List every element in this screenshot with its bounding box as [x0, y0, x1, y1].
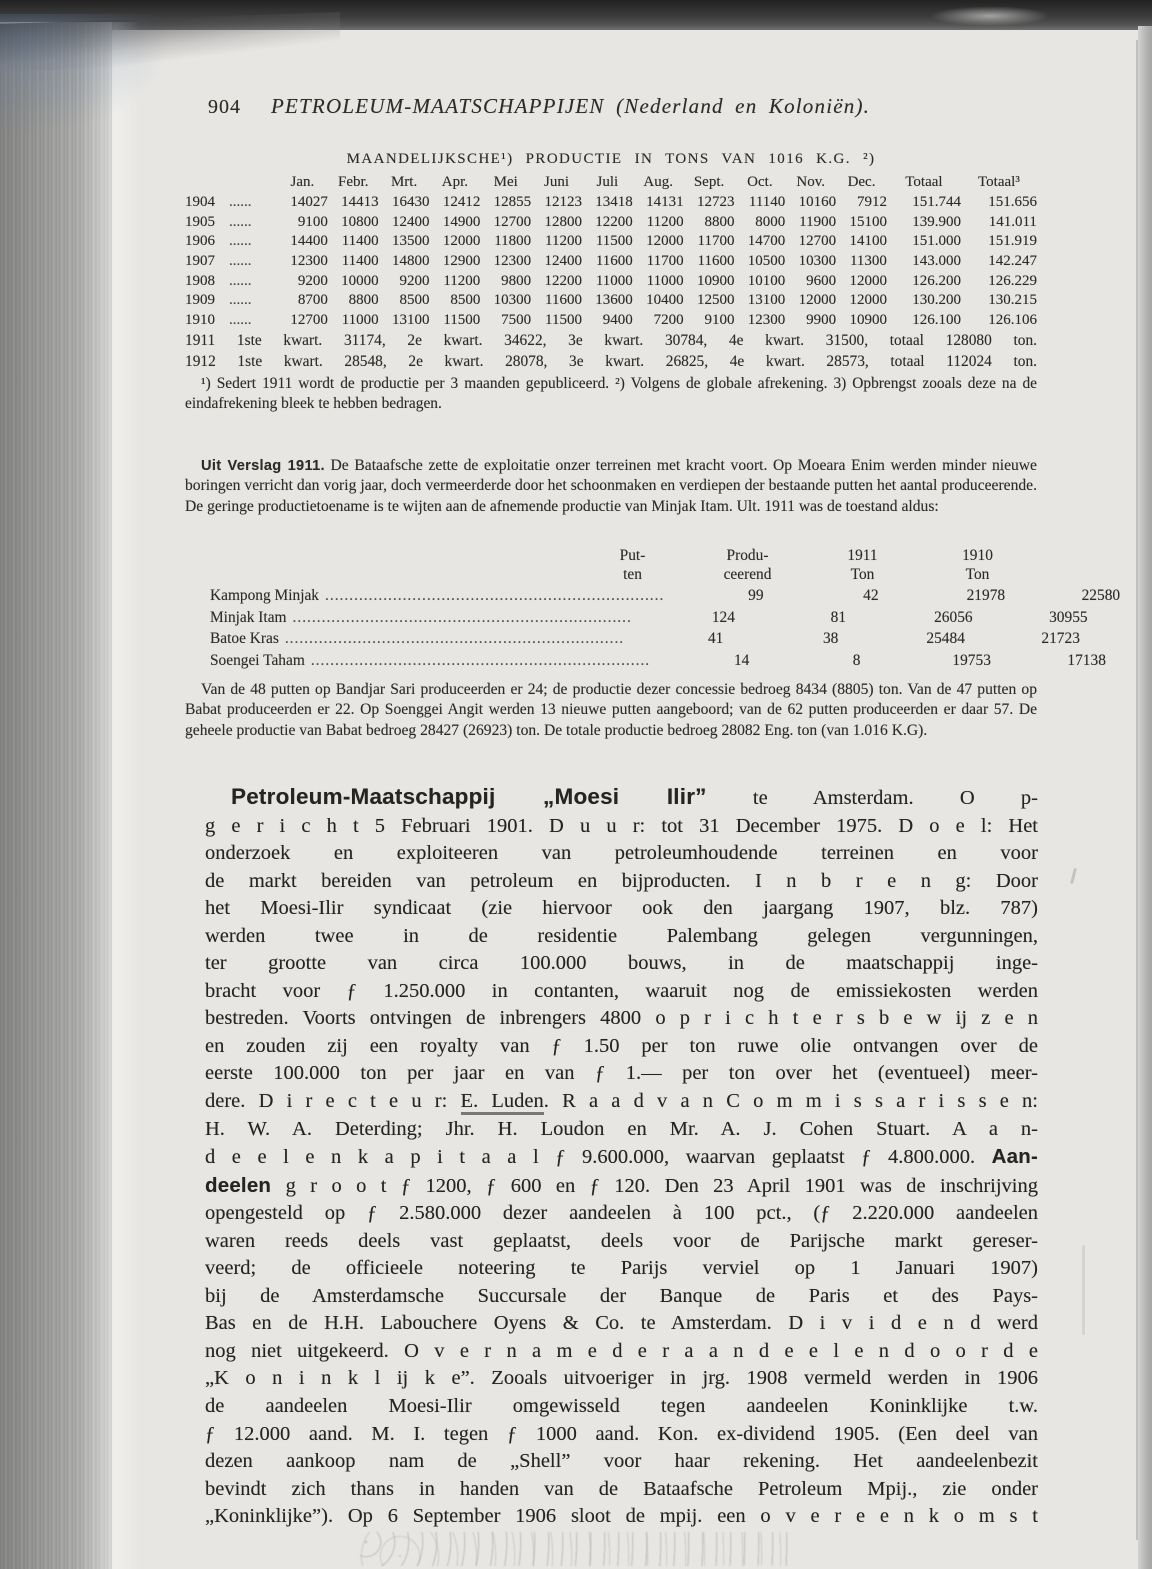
body-line	[205, 783, 1038, 813]
month-value: 12500	[696, 292, 735, 309]
row-year: 1908	[185, 272, 215, 289]
wells-header-line: Produ-	[726, 547, 769, 564]
body-text: het Moesi-Ilir syndicaat (zie hiervoor ook den jaargang 1907, blz. 787)	[205, 897, 1038, 920]
wells-header-line: 1910	[962, 547, 993, 564]
row-year: 1907	[185, 252, 215, 269]
wells-ton-1911-value: 19753	[952, 652, 991, 670]
month-value: 14100	[849, 233, 887, 250]
totaal-value: 126.100	[912, 311, 961, 328]
wells-table	[185, 546, 1121, 674]
month-value: 14400	[290, 233, 328, 250]
column-header: Juni	[544, 173, 570, 190]
column-header: Apr.	[441, 173, 469, 190]
wells-putten-value: 14	[733, 652, 750, 670]
month-value: 13500	[391, 233, 430, 250]
body-text: ter grootte van circa 100.000 bouws, in de maatschappij inge-	[205, 952, 1038, 975]
production-table-header	[185, 173, 1037, 193]
wells-ton-1911-value: 26056	[934, 608, 973, 626]
month-value: 12000	[849, 272, 887, 289]
month-value: 7200	[653, 311, 684, 328]
wells-column-header	[920, 546, 1035, 585]
row-leader: ......	[229, 272, 252, 289]
body-text: dezen aankoop nam de „Shell” voor haar rekening. Het aandeelenbezit	[205, 1450, 1038, 1473]
body-line	[205, 1310, 1038, 1338]
body-line	[205, 950, 1038, 978]
production-row	[185, 272, 1037, 292]
month-value: 8000	[755, 213, 786, 230]
quarterly-production-rows	[185, 331, 1037, 371]
month-value: 11000	[646, 272, 684, 289]
body-text: bestreden. Voorts ontvingen de inbrengers 4800 o p r i c h t e r s b e w ij z e n	[205, 1007, 1038, 1030]
month-value: 14900	[442, 213, 481, 230]
wells-row	[185, 608, 1088, 631]
month-value: 9800	[501, 272, 532, 289]
bold-text: Petroleum-Maatschappij „Moesi Ilir”	[231, 784, 707, 809]
body-text: de aandeelen Moesi-Ilir omgewisseld tegen aandeelen Koninklijke t.w.	[205, 1395, 1038, 1418]
wells-ton-1911-value: 21978	[966, 586, 1006, 604]
body-line	[205, 1228, 1038, 1256]
wells-header-line: ceerend	[723, 566, 772, 584]
month-value: 10800	[341, 213, 379, 230]
body-line	[205, 978, 1038, 1006]
body-text: opengesteld op ƒ 2.580.000 dezer aandeelen à 100 pct., (ƒ 2.220.000 aandeelen	[205, 1202, 1038, 1225]
wells-row	[185, 586, 1121, 609]
month-value: 12200	[595, 213, 633, 230]
verslag-lead: Uit Verslag 1911.	[201, 457, 325, 474]
month-value: 10400	[646, 292, 684, 309]
month-value: 8700	[297, 292, 328, 309]
wells-ton-1910-value: 21723	[1041, 630, 1080, 648]
wells-column-header	[575, 546, 690, 585]
well-name: Kampong Minjak	[210, 586, 320, 604]
month-value: 10500	[747, 252, 786, 269]
column-header: Juli	[596, 173, 619, 190]
body-text: werden twee in de residentie Palembang gelegen vergunningen,	[205, 924, 1038, 947]
column-header: Dec.	[847, 173, 876, 190]
row-year: 1904	[185, 194, 215, 211]
month-value: 8800	[704, 213, 735, 230]
month-value: 7500	[501, 311, 532, 328]
column-header: Aug.	[643, 173, 673, 190]
month-value: 12855	[493, 194, 532, 211]
body-line	[205, 1283, 1038, 1311]
wells-ton-1911-value: 25484	[926, 630, 965, 648]
month-value: 12000	[442, 233, 481, 250]
page-edge-line	[1136, 40, 1138, 1540]
row-leader: ......	[229, 233, 252, 250]
body-text: Bas en de H.H. Labouchere Oyens & Co. te Amsterdam. D i v i d e n d werd	[205, 1312, 1038, 1335]
month-value: 11400	[341, 233, 379, 250]
column-header: Febr.	[338, 173, 369, 190]
row-leader: ......	[229, 213, 252, 230]
wells-produceerend-value: 8	[852, 652, 861, 670]
pencil-mark	[1082, 1245, 1085, 1335]
production-row	[185, 311, 1037, 331]
wells-row	[185, 652, 1106, 674]
body-text: bij de Amsterdamsche Succursale der Banque de Paris et des Pays-	[205, 1284, 1038, 1307]
body-text: H. W. A. Deterding; Jhr. H. Loudon en Mr. A. J. Cohen Stuart. A a n-	[205, 1117, 1038, 1140]
month-value: 11200	[443, 272, 481, 289]
dotted-leader: ......................................................................	[292, 608, 632, 626]
month-value: 12700	[290, 311, 328, 328]
body-text: „Koninklijke”). Op 6 September 1906 sloot de mpij. een o v e r e e n k o m s t	[205, 1505, 1038, 1528]
quarter-row: 1911 1ste kwart. 31174, 2e kwart. 34622, 3e kwart. 30784, 4e kwart. 31500, totaal 128080 ton.	[185, 332, 1037, 350]
body-text: onderzoek en exploiteeren van petroleumhoudende terreinen en voor	[205, 842, 1038, 865]
production-row	[185, 213, 1037, 233]
body-text: dere. D i r e c t e u r:	[205, 1090, 461, 1113]
month-value: 8500	[399, 292, 430, 309]
month-value: 12700	[798, 233, 837, 250]
verslag-text: De Bataafsche zette de exploitatie onzer terreinen met kracht voort. Op Moeara Enim werden minder nieuwe boringen verricht dan vorig jaar, doch vermeerderde door het schoonmaken en verdiepen der bestaande putten het aantal produceerende. De geringe productietoename is te wijten aan de afnemende productie van Minjak Itam. Ult. 1911 was de toestand aldus:	[185, 456, 1037, 516]
body-text: veerd; de officieele noteering te Parijs verviel op 1 Januari 1907)	[205, 1257, 1038, 1280]
month-value: 12000	[646, 233, 684, 250]
totaal-definitief-value: 151.919	[988, 233, 1037, 250]
body-text: te Amsterdam. O p-	[706, 787, 1038, 809]
month-value: 11200	[545, 233, 582, 250]
month-value: 14413	[341, 194, 379, 211]
wells-ton-1910-value: 17138	[1067, 652, 1106, 670]
wells-row	[185, 630, 1080, 652]
body-text: d e e l e n k a p i t a a l ƒ 9.600.000, waarvan geplaatst ƒ 4.800.000.	[205, 1146, 992, 1169]
wells-header-spacer	[185, 546, 575, 585]
month-value: 7912	[856, 194, 887, 211]
month-value: 12300	[747, 311, 786, 328]
wells-row-label	[185, 630, 658, 648]
body-line	[205, 1143, 1038, 1172]
body-line	[205, 1476, 1038, 1504]
wells-putten-value: 41	[707, 630, 724, 648]
month-value: 12412	[442, 194, 481, 211]
month-value: 11400	[341, 252, 379, 269]
wells-header-line: Put-	[619, 547, 646, 564]
month-value: 10100	[747, 272, 786, 289]
month-value: 9900	[806, 311, 837, 328]
month-value: 8800	[348, 292, 379, 309]
month-value: 14131	[646, 194, 684, 211]
body-line	[205, 1365, 1038, 1393]
month-value: 12700	[493, 213, 532, 230]
row-leader: ......	[229, 194, 252, 211]
column-header: Mei	[493, 173, 518, 190]
body-text: en zouden zij een royalty van ƒ 1.50 per ton ruwe olie ontvangen over de	[205, 1034, 1038, 1057]
month-value: 9200	[399, 272, 430, 289]
wells-putten-value: 124	[711, 608, 735, 626]
month-value: 14027	[290, 194, 328, 211]
verslag-1911-paragraph	[185, 456, 1037, 518]
well-name: Batoe Kras	[210, 630, 279, 648]
totaal-value: 143.000	[912, 252, 961, 269]
body-text: bevindt zich thans in handen van de Bataafsche Petroleum Mpij., zie onder	[205, 1477, 1038, 1500]
column-header: Nov.	[796, 173, 825, 190]
fore-edge-shadow	[0, 22, 140, 1569]
body-text: ƒ 12.000 aand. M. I. tegen ƒ 1000 aand. Kon. ex-dividend 1905. (Een deel van	[205, 1422, 1038, 1445]
body-line	[205, 1393, 1038, 1421]
moesi-ilir-article	[205, 783, 1038, 1531]
body-line	[205, 1116, 1038, 1144]
month-value: 10300	[798, 252, 837, 269]
body-line	[205, 1255, 1038, 1283]
month-value: 12123	[544, 194, 582, 211]
month-value: 13100	[747, 292, 786, 309]
body-line	[205, 868, 1038, 896]
well-name: Soengei Taham	[210, 652, 305, 670]
month-value: 11600	[697, 252, 735, 269]
wells-table-header	[185, 546, 1037, 585]
wells-ton-1910-value: 30955	[1049, 608, 1088, 626]
table-footnotes: ¹) Sedert 1911 wordt de productie per 3 maanden gepubliceerd. ²) Volgens de globale afrekening. 3) Opbrengst zooals deze na de eindafrekening bleek te hebben bedragen.	[185, 374, 1037, 412]
month-value: 11000	[341, 311, 379, 328]
dotted-leader: ......................................................................	[310, 652, 651, 670]
body-line	[205, 1033, 1038, 1061]
wells-putten-value: 99	[748, 586, 764, 604]
month-value: 11500	[595, 233, 633, 250]
month-value: 11600	[595, 252, 633, 269]
wells-column-header	[690, 546, 805, 585]
monthly-production-table	[185, 150, 1037, 414]
month-value: 12400	[391, 213, 430, 230]
body-line	[205, 923, 1038, 951]
body-text: waren reeds deels vast geplaatst, deels voor de Parijsche markt gereser-	[205, 1229, 1038, 1252]
month-value: 16430	[391, 194, 430, 211]
body-line	[205, 1005, 1038, 1033]
wells-header-line: 1911	[847, 547, 878, 564]
row-year: 1906	[185, 233, 215, 250]
dotted-leader: ......................................................................	[325, 586, 665, 604]
totaal-value: 151.000	[912, 233, 961, 250]
body-line	[205, 840, 1038, 868]
underlined-text: E. Luden	[461, 1090, 544, 1115]
totaal-value: 130.200	[912, 292, 961, 309]
month-value: 11800	[494, 233, 532, 250]
header-spacer	[185, 173, 229, 193]
month-value: 10900	[849, 311, 887, 328]
wells-header-line: ten	[623, 566, 642, 584]
month-value: 11140	[748, 194, 786, 211]
body-line	[205, 1172, 1038, 1201]
wells-produceerend-value: 38	[822, 630, 839, 648]
month-value: 12000	[849, 292, 887, 309]
wells-row-label	[185, 587, 698, 605]
body-text: . R a a d v a n C o m m i s s a r i s s e n:	[543, 1090, 1038, 1113]
column-header: Jan.	[290, 173, 315, 190]
month-value: 11300	[849, 252, 887, 269]
month-value: 11500	[545, 311, 582, 328]
wells-row-label	[185, 609, 666, 627]
column-header: Mrt.	[390, 173, 418, 190]
wells-produceerend-value: 81	[830, 608, 847, 626]
body-line	[205, 1060, 1038, 1088]
production-row	[185, 252, 1037, 272]
month-value: 11500	[443, 311, 481, 328]
month-value: 11000	[595, 272, 633, 289]
wells-column-header	[805, 546, 920, 585]
body-line	[205, 813, 1038, 841]
wells-row-label	[185, 652, 684, 670]
column-header: Oct.	[747, 173, 773, 190]
column-header: Sept.	[693, 173, 725, 190]
quarter-row: 1912 1ste kwart. 28548, 2e kwart. 28078, 3e kwart. 26825, 4e kwart. 28573, totaal 112024 ton.	[185, 352, 1037, 370]
body-line	[205, 1421, 1038, 1449]
month-value: 10900	[696, 272, 735, 289]
month-value: 15100	[849, 213, 887, 230]
month-value: 11900	[799, 213, 837, 230]
pencil-mark	[1070, 868, 1077, 884]
well-name: Minjak Itam	[210, 608, 287, 626]
column-header: Totaal³	[978, 173, 1020, 190]
body-line	[205, 1503, 1038, 1531]
totaal-definitief-value: 142.247	[988, 252, 1037, 269]
month-value: 14800	[391, 252, 430, 269]
body-text: eerste 100.000 ton per jaar en van ƒ 1.— per ton over het (eventueel) meer-	[205, 1062, 1038, 1085]
month-value: 9100	[704, 311, 735, 328]
wells-header-line: Ton	[965, 566, 990, 584]
body-text: nog niet uitgekeerd. O v e r n a m e d e r a a n d e e l e n d o o r d e	[205, 1339, 1038, 1362]
month-value: 8500	[450, 292, 481, 309]
month-value: 10160	[798, 194, 837, 211]
wells-table-rows	[185, 586, 1121, 674]
totaal-definitief-value: 126.229	[988, 272, 1037, 289]
wells-produceerend-value: 42	[863, 586, 879, 604]
page-right-edge	[1138, 26, 1152, 1569]
month-value: 12000	[798, 292, 837, 309]
month-value: 10300	[493, 292, 532, 309]
totaal-definitief-value: 141.011	[988, 213, 1037, 230]
body-text: bracht voor ƒ 1.250.000 in contanten, waaruit nog de emissiekosten werden	[205, 979, 1038, 1002]
totaal-value: 151.744	[912, 194, 961, 211]
month-value: 9100	[297, 213, 328, 230]
totaal-value: 139.900	[912, 213, 961, 230]
bold-text: Aan-	[991, 1145, 1038, 1169]
production-row	[185, 193, 1037, 213]
totaal-definitief-value: 151.656	[988, 194, 1037, 211]
totaal-definitief-value: 130.215	[988, 292, 1037, 309]
body-text: g r o o t ƒ 1200, ƒ 600 en ƒ 120. Den 23 April 1901 was de inschrijving	[271, 1174, 1038, 1197]
production-row	[185, 291, 1037, 311]
production-row	[185, 232, 1037, 252]
ink-show-through-marks	[360, 1532, 790, 1566]
body-line	[205, 895, 1038, 923]
month-value: 10000	[341, 272, 379, 289]
running-head-title: PETROLEUM-MAATSCHAPPIJEN (Nederland en Koloniën).	[271, 94, 871, 118]
month-value: 14700	[747, 233, 786, 250]
month-value: 11600	[545, 292, 582, 309]
month-value: 11700	[646, 252, 684, 269]
month-value: 9400	[602, 311, 633, 328]
wells-header-line: Ton	[850, 566, 875, 584]
column-header: Totaal	[905, 173, 943, 190]
month-value: 12800	[544, 213, 582, 230]
month-value: 11200	[646, 213, 684, 230]
dotted-leader: ......................................................................	[284, 630, 625, 648]
concessions-paragraph: Van de 48 putten op Bandjar Sari produceerden er 24; de productie dezer concessie bedroeg 8434 (8805) ton. Van de 47 putten op Babat produceerden er 22. Op Soenggei Angit werden 13 nieuwe putten aangeboord; van de 62 putten produceerden er daar 57. De geheele productie van Babat bedroeg 28427 (26923) ton. De totale productie bedroeg 28082 Eng. ton (van 1.016 K.G).	[185, 680, 1037, 739]
header-spacer	[229, 173, 277, 193]
row-year: 1905	[185, 213, 215, 230]
body-text: „K o n i n k l ij k e”. Zooals uitvoeriger in jrg. 1908 vermeld werden in 1906	[205, 1367, 1038, 1390]
page-number: 904	[208, 96, 241, 118]
totaal-definitief-value: 126.106	[988, 311, 1037, 328]
bold-text: deelen	[205, 1173, 272, 1197]
production-table-rows	[185, 193, 1037, 330]
row-leader: ......	[229, 292, 252, 309]
body-line	[205, 1448, 1038, 1476]
row-year: 1909	[185, 292, 215, 309]
month-value: 9200	[297, 272, 328, 289]
fore-edge-blue-tint	[0, 14, 170, 134]
body-line	[205, 1088, 1038, 1116]
running-head	[208, 94, 1040, 119]
row-leader: ......	[229, 311, 252, 328]
month-value: 12300	[493, 252, 532, 269]
month-value: 12200	[544, 272, 582, 289]
row-year: 1910	[185, 311, 215, 328]
month-value: 12723	[696, 194, 735, 211]
wells-ton-1910-value: 22580	[1081, 586, 1121, 604]
month-value: 13418	[595, 194, 633, 211]
month-value: 12900	[442, 252, 481, 269]
month-value: 12400	[544, 252, 582, 269]
totaal-value: 126.200	[912, 272, 961, 289]
body-line	[205, 1200, 1038, 1228]
month-value: 9600	[806, 272, 837, 289]
body-text: de markt bereiden van petroleum en bijproducten. I n b r e n g: Door	[205, 869, 1038, 892]
month-value: 12300	[290, 252, 328, 269]
body-text: g e r i c h t 5 Februari 1901. D u u r: tot 31 December 1975. D o e l: Het	[205, 814, 1038, 837]
row-leader: ......	[229, 252, 252, 269]
month-value: 13600	[595, 292, 633, 309]
month-value: 11700	[697, 233, 735, 250]
production-table-title: MAANDELIJKSCHE¹) PRODUCTIE IN TONS VAN 1016 K.G. ²)	[346, 151, 876, 167]
month-value: 13100	[391, 311, 430, 328]
body-line	[205, 1338, 1038, 1366]
